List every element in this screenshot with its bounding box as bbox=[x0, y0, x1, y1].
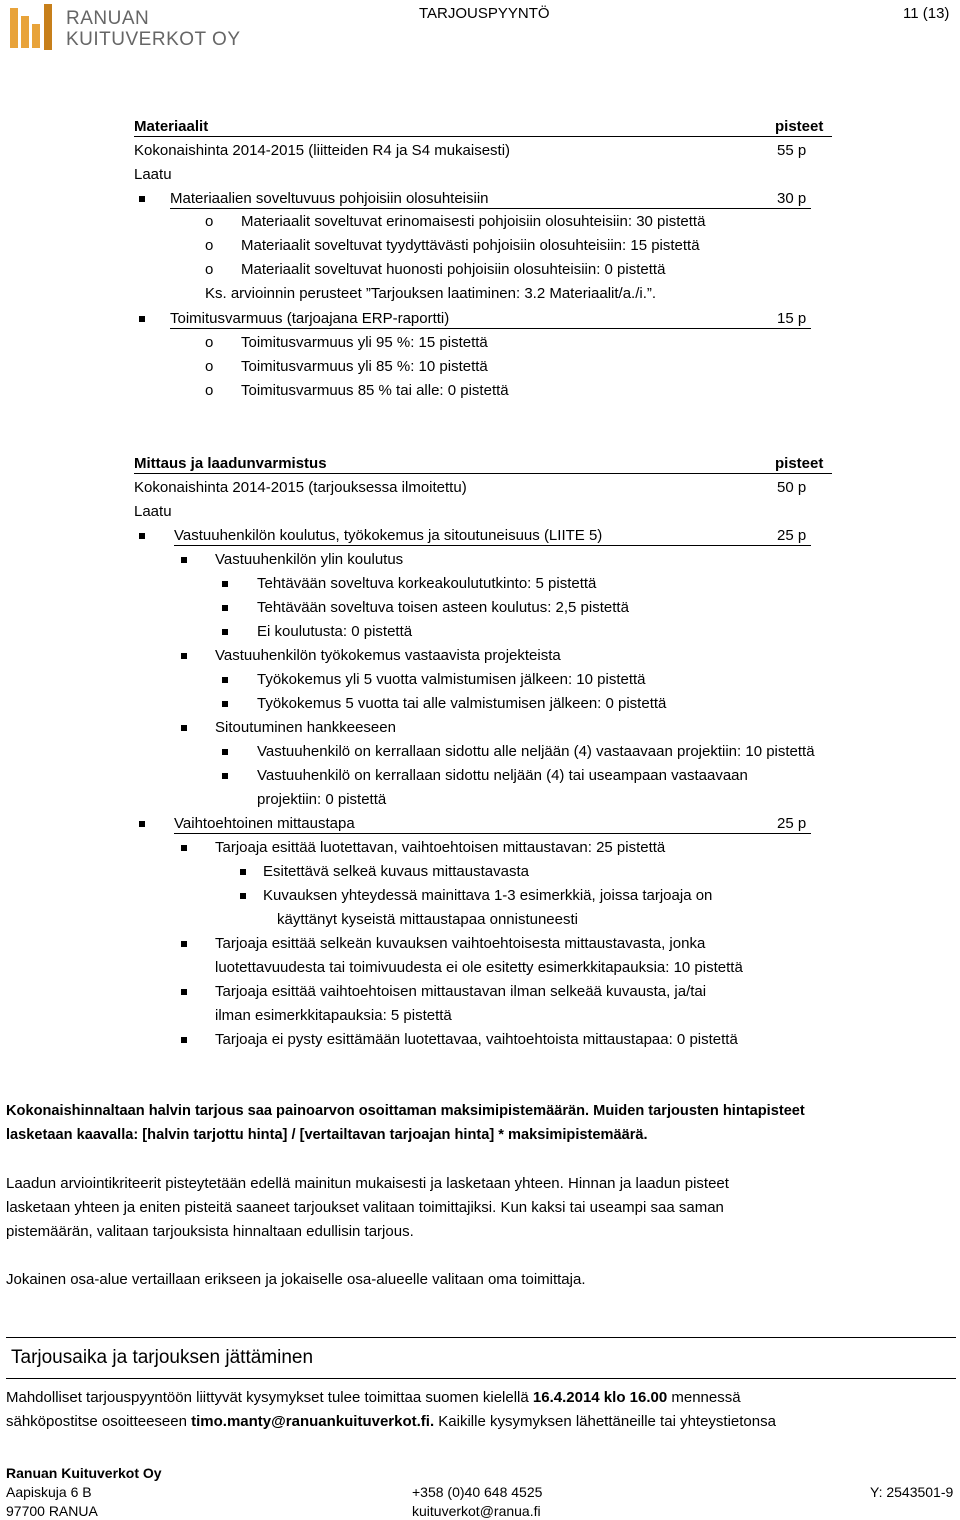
materials-item1-underline bbox=[170, 208, 811, 209]
measurement-item1: Vastuuhenkilön koulutus, työkokemus ja sitoutuneisuus (LIITE 5) bbox=[174, 527, 603, 544]
bullet-square-icon bbox=[181, 653, 187, 659]
summary-bold-line2: lasketaan kaavalla: [halvin tarjottu hinta] / [vertailtavan tarjoajan hinta] * maksimipistemäärä. bbox=[6, 1127, 648, 1143]
footer-address2: 97700 RANUA bbox=[6, 1503, 98, 1519]
measurement-item2-points: 25 p bbox=[777, 815, 807, 832]
bullet-square-icon bbox=[222, 749, 228, 755]
bullet-circle-icon: o bbox=[205, 334, 214, 351]
measurement-total-price-points: 50 p bbox=[777, 479, 807, 496]
bullet-square-icon bbox=[181, 725, 187, 731]
measurement-education-sub-2: Tehtävään soveltuva toisen asteen koulutus: 2,5 pistettä bbox=[257, 599, 629, 616]
measurement-commitment-sub-1: Vastuuhenkilö on kerrallaan sidottu alle neljään (4) vastaavaan projektiin: 10 pistettä bbox=[257, 743, 815, 760]
bullet-circle-icon: o bbox=[205, 237, 214, 254]
measurement-item2-underline bbox=[174, 833, 811, 834]
materials-item2-sub-3: Toimitusvarmuus 85 % tai alle: 0 pistettä bbox=[241, 382, 509, 399]
bullet-square-icon bbox=[181, 941, 187, 947]
measurement-alt1: Tarjoaja esittää luotettavan, vaihtoehtoisen mittaustavan: 25 pistettä bbox=[215, 839, 666, 856]
materials-item2: Toimitusvarmuus (tarjoajana ERP-raportti) bbox=[170, 310, 450, 327]
footer-email[interactable]: kuituverkot@ranua.fi bbox=[412, 1503, 541, 1519]
submission-line2-text-a: sähköpostitse osoitteeseen bbox=[6, 1413, 192, 1430]
bullet-square-icon bbox=[181, 845, 187, 851]
measurement-points-label: pisteet bbox=[775, 455, 824, 472]
materials-heading: Materiaalit bbox=[134, 118, 209, 135]
bullet-square-icon bbox=[222, 581, 228, 587]
measurement-alt4: Tarjoaja ei pysty esittämään luotettavaa, vaihtoehtoista mittaustapaa: 0 pistettä bbox=[215, 1031, 738, 1048]
bullet-square-icon bbox=[139, 196, 145, 202]
footer-phone: +358 (0)40 648 4525 bbox=[412, 1484, 543, 1500]
bullet-square-icon bbox=[240, 893, 246, 899]
measurement-alt1-sub-1: Esitettävä selkeä kuvaus mittaustavasta bbox=[263, 863, 529, 880]
bullet-circle-icon: o bbox=[205, 358, 214, 375]
footer-company: Ranuan Kuituverkot Oy bbox=[6, 1465, 162, 1481]
materials-item2-sub-1: Toimitusvarmuus yli 95 %: 15 pistettä bbox=[241, 334, 488, 351]
measurement-heading: Mittaus ja laadunvarmistus bbox=[134, 455, 327, 472]
summary-p2-line3: pistemäärän, valitaan tarjouksista hinnaltaan edullisin tarjous. bbox=[6, 1223, 414, 1240]
bullet-square-icon bbox=[181, 989, 187, 995]
measurement-education: Vastuuhenkilön ylin koulutus bbox=[215, 551, 404, 568]
materials-points-label: pisteet bbox=[775, 118, 824, 135]
measurement-experience-sub-1: Työkokemus yli 5 vuotta valmistumisen jälkeen: 10 pistettä bbox=[257, 671, 646, 688]
submission-line2 bbox=[6, 1413, 776, 1430]
measurement-item2: Vaihtoehtoinen mittaustapa bbox=[174, 815, 355, 832]
bullet-square-icon bbox=[222, 701, 228, 707]
measurement-commitment-sub-2-line1: Vastuuhenkilö on kerrallaan sidottu neljään (4) tai useampaan vastaavaan bbox=[257, 767, 748, 784]
bullet-square-icon bbox=[181, 1037, 187, 1043]
measurement-alt2-line2: luotettavuudesta tai toimivuudesta ei ole esitetty esimerkkitapauksia: 10 pistettä bbox=[215, 959, 743, 976]
bullet-square-icon bbox=[139, 316, 145, 322]
materials-quality: Laatu bbox=[134, 166, 172, 183]
measurement-alt3-line2: ilman esimerkkitapauksia: 5 pistettä bbox=[215, 1007, 452, 1024]
materials-item1-points: 30 p bbox=[777, 190, 807, 207]
section-divider bbox=[6, 1337, 956, 1338]
bullet-circle-icon: o bbox=[205, 261, 214, 278]
section-divider bbox=[6, 1378, 956, 1379]
bullet-square-icon bbox=[240, 869, 246, 875]
submission-line2-text-b: Kaikille kysymyksen lähettäneille tai yhteystietonsa bbox=[434, 1413, 776, 1430]
measurement-education-sub-1: Tehtävään soveltuva korkeakoulututkinto: 5 pistettä bbox=[257, 575, 597, 592]
measurement-alt3-line1: Tarjoaja esittää vaihtoehtoisen mittaustavan ilman selkeää kuvausta, ja/tai bbox=[215, 983, 707, 1000]
measurement-commitment-sub-2-line2: projektiin: 0 pistettä bbox=[257, 791, 387, 808]
logo-text-line1: RANUAN bbox=[66, 8, 150, 29]
summary-p2-line2: lasketaan yhteen ja eniten pisteitä saaneet tarjoukset valitaan toimittajiksi. Kun kaksi tai useampi saa saman bbox=[6, 1199, 724, 1216]
footer-address1: Aapiskuja 6 B bbox=[6, 1484, 92, 1500]
summary-bold-line1: Kokonaishinnaltaan halvin tarjous saa painoarvon osoittaman maksimipistemäärän. Muiden tarjousten hintapisteet bbox=[6, 1103, 805, 1119]
materials-item1-sub-1: Materiaalit soveltuvat erinomaisesti pohjoisiin olosuhteisiin: 30 pistettä bbox=[241, 213, 706, 230]
materials-total-price-points: 55 p bbox=[777, 142, 807, 159]
measurement-quality: Laatu bbox=[134, 503, 172, 520]
measurement-heading-underline bbox=[134, 473, 832, 474]
materials-heading-underline bbox=[134, 136, 832, 137]
summary-p3: Jokainen osa-alue vertaillaan erikseen ja jokaiselle osa-alueelle valitaan oma toimittaja. bbox=[6, 1271, 586, 1288]
materials-item2-underline bbox=[170, 328, 811, 329]
bullet-square-icon bbox=[222, 629, 228, 635]
footer-business-id: Y: 2543501-9 bbox=[870, 1484, 954, 1500]
bullet-square-icon bbox=[222, 677, 228, 683]
bullet-square-icon bbox=[139, 821, 145, 827]
bullet-square-icon bbox=[181, 557, 187, 563]
measurement-item1-underline bbox=[174, 545, 811, 546]
materials-total-price: Kokonaishinta 2014-2015 (liitteiden R4 ja S4 mukaisesti) bbox=[134, 142, 511, 159]
submission-heading: Tarjousaika ja tarjouksen jättäminen bbox=[11, 1347, 314, 1368]
submission-line1 bbox=[6, 1389, 741, 1406]
materials-item2-sub-2: Toimitusvarmuus yli 85 %: 10 pistettä bbox=[241, 358, 488, 375]
measurement-alt2-line1: Tarjoaja esittää selkeän kuvauksen vaihtoehtoisesta mittaustavasta, jonka bbox=[215, 935, 706, 952]
materials-item1-note: Ks. arvioinnin perusteet ”Tarjouksen laatiminen: 3.2 Materiaalit/a./i.”. bbox=[205, 285, 657, 302]
materials-item1-sub-2: Materiaalit soveltuvat tyydyttävästi pohjoisiin olosuhteisiin: 15 pistettä bbox=[241, 237, 700, 254]
materials-item2-points: 15 p bbox=[777, 310, 807, 327]
logo-text-line2: KUITUVERKOT OY bbox=[66, 29, 241, 50]
measurement-experience: Vastuuhenkilön työkokemus vastaavista projekteista bbox=[215, 647, 561, 664]
measurement-alt1-sub-2-line1: Kuvauksen yhteydessä mainittava 1-3 esimerkkiä, joissa tarjoaja on bbox=[263, 887, 713, 904]
materials-item1-sub-3: Materiaalit soveltuvat huonosti pohjoisiin olosuhteisiin: 0 pistettä bbox=[241, 261, 666, 278]
submission-deadline: 16.4.2014 klo 16.00 bbox=[532, 1389, 668, 1406]
bullet-circle-icon: o bbox=[205, 213, 214, 230]
submission-email-link[interactable]: timo.manty@ranuankuituverkot.fi. bbox=[191, 1413, 435, 1430]
submission-line1-text-a: Mahdolliset tarjouspyyntöön liittyvät kysymykset tulee toimittaa suomen kielellä bbox=[6, 1389, 533, 1406]
bullet-square-icon bbox=[222, 773, 228, 779]
page-number: 11 (13) bbox=[903, 5, 950, 22]
materials-item1: Materiaalien soveltuvuus pohjoisiin olosuhteisiin bbox=[170, 190, 489, 207]
measurement-alt1-sub-2-line2: käyttänyt kyseistä mittaustapaa onnistuneesti bbox=[277, 911, 578, 928]
measurement-experience-sub-2: Työkokemus 5 vuotta tai alle valmistumisen jälkeen: 0 pistettä bbox=[257, 695, 667, 712]
bullet-circle-icon: o bbox=[205, 382, 214, 399]
summary-p2-line1: Laadun arviointikriteerit pisteytetään edellä mainitun mukaisesti ja lasketaan yhteen. Hinnan ja laadun pisteet bbox=[6, 1175, 729, 1192]
measurement-education-sub-3: Ei koulutusta: 0 pistettä bbox=[257, 623, 413, 640]
measurement-commitment: Sitoutuminen hankkeeseen bbox=[215, 719, 396, 736]
measurement-total-price: Kokonaishinta 2014-2015 (tarjouksessa ilmoitettu) bbox=[134, 479, 467, 496]
measurement-item1-points: 25 p bbox=[777, 527, 807, 544]
company-logo bbox=[8, 2, 248, 54]
logo-mark-icon bbox=[8, 2, 60, 54]
document-title: TARJOUSPYYNTÖ bbox=[419, 5, 550, 22]
bullet-square-icon bbox=[222, 605, 228, 611]
bullet-square-icon bbox=[139, 533, 145, 539]
submission-line1-text-b: mennessä bbox=[667, 1389, 741, 1406]
